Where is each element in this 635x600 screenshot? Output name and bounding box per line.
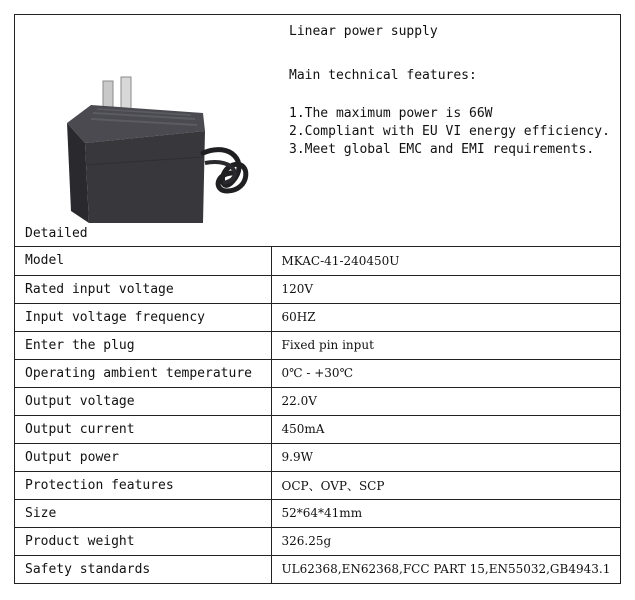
spec-label: Product weight (15, 527, 271, 555)
feature-item: 2.Compliant with EU VI energy efficiency. (289, 124, 610, 139)
spec-label: Enter the plug (15, 331, 271, 359)
product-title: Linear power supply (289, 24, 438, 39)
spec-sheet (14, 14, 621, 584)
spec-value: OCP、OVP、SCP (271, 471, 620, 499)
table-row (15, 275, 620, 303)
ac-adapter-image (45, 53, 255, 233)
spec-value: 120V (271, 275, 620, 303)
feature-item: 1.The maximum power is 66W (289, 106, 493, 121)
spec-table (15, 247, 620, 583)
spec-label: Operating ambient temperature (15, 359, 271, 387)
features-block (289, 23, 610, 159)
table-row (15, 247, 620, 275)
table-row (15, 499, 620, 527)
spec-label: Safety standards (15, 555, 271, 583)
spec-value: UL62368,EN62368,FCC PART 15,EN55032,GB4943.1 (271, 555, 620, 583)
table-row (15, 331, 620, 359)
spec-value: 22.0V (271, 387, 620, 415)
spec-label: Input voltage frequency (15, 303, 271, 331)
features-heading: Main technical features: (289, 68, 477, 83)
spec-value: 9.9W (271, 443, 620, 471)
image-caption: Detailed (25, 226, 88, 241)
feature-item: 3.Meet global EMC and EMI requirements. (289, 142, 595, 157)
spec-label: Rated input voltage (15, 275, 271, 303)
table-row (15, 443, 620, 471)
table-row (15, 387, 620, 415)
spec-value: Fixed pin input (271, 331, 620, 359)
spec-value: 52*64*41mm (271, 499, 620, 527)
spec-value: MKAC-41-240450U (281, 253, 400, 268)
spec-label: Model (15, 247, 271, 275)
table-row (15, 415, 620, 443)
table-row (15, 303, 620, 331)
spec-label: Protection features (15, 471, 271, 499)
spec-value: 326.25g (271, 527, 620, 555)
spec-label: Output power (15, 443, 271, 471)
spec-label: Output current (15, 415, 271, 443)
table-row (15, 471, 620, 499)
table-row (15, 527, 620, 555)
overview-section (15, 15, 620, 247)
spec-value: 450mA (271, 415, 620, 443)
spec-label: Size (15, 499, 271, 527)
table-row (15, 359, 620, 387)
spec-label: Output voltage (15, 387, 271, 415)
spec-value: 60HZ (271, 303, 620, 331)
table-row (15, 555, 620, 583)
spec-value: 0℃ - +30℃ (271, 359, 620, 387)
